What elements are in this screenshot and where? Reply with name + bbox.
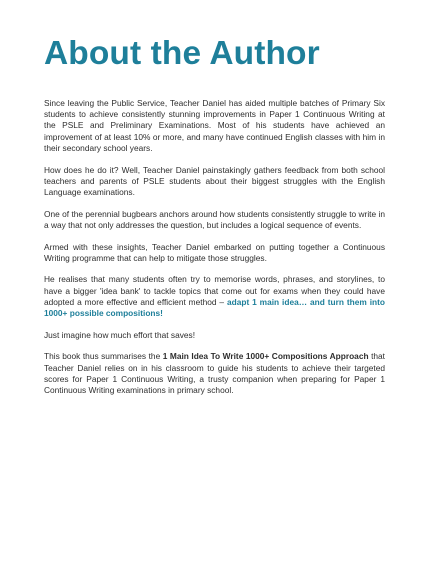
paragraph-method (44, 274, 385, 319)
paragraph-intro: Since leaving the Public Service, Teacher Daniel has aided multiple batches of Primary Six students to achieve consistently stunning improvements in Paper 1 Continuous Writing at the PSLE and Preliminary Examinations. Most of his students have achieved an improvement of at least 10% or more, and many have continued English classes with him in their secondary school years. (44, 98, 385, 153)
paragraph-summary (44, 351, 385, 396)
method-highlight: adapt 1 main idea… and turn them into 1000+ possible compositions! (44, 296, 385, 319)
paragraph-programme: Armed with these insights, Teacher Daniel embarked on putting together a Continuous Writing programme that can help to mitigate those struggles. (44, 241, 385, 263)
paragraph-effort: Just imagine how much effort that saves! (44, 329, 196, 340)
page-title: About the Author (44, 35, 320, 72)
summary-text-start: This book thus summarises the (44, 351, 163, 362)
paragraph-bugbears: One of the perennial bugbears anchors around how students consistently struggle to write in a way that not only addresses the question, but includes a logical sequence of events. (44, 208, 385, 230)
body-text (44, 98, 385, 407)
paragraph-how: How does he do it? Well, Teacher Daniel painstakingly gathers feedback from both school teachers and parents of PSLE students about their biggest struggles with the English Language examinations. (44, 164, 385, 197)
method-text: He realises that many students often try to memorise words, phrases, and storylines, to have a bigger 'idea bank' to tackle topics that come out for exams when they could have adopted a more effective and efficient method – (44, 274, 385, 307)
approach-name: 1 Main Idea To Write 1000+ Compositions Approach (162, 351, 369, 362)
summary-text-end: that Teacher Daniel relies on in his classroom to guide his students to achieve their targeted scores for Paper 1 Continuous Writing, a trusty companion when preparing for Paper 1 Continuous Writing examinations in primary school. (44, 351, 385, 396)
